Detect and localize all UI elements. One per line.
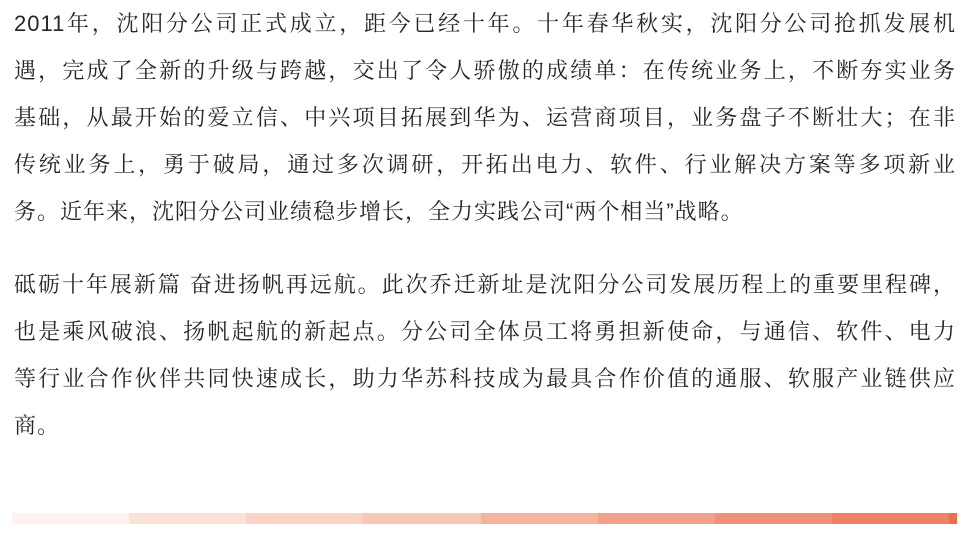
text-line: 遇，完成了全新的升级与跨越，交出了令人骄傲的成绩单：在传统业务上，不断夯实业务 <box>14 58 956 83</box>
text-block <box>14 0 956 449</box>
gradient-bar-segment <box>715 513 832 524</box>
paragraph <box>14 0 956 235</box>
gradient-bar-tip <box>949 513 957 524</box>
text-line: 砥砺十年展新篇 奋进扬帆再远航。此次乔迁新址是沈阳分公司发展历程上的重要里程碑， <box>14 272 956 297</box>
text-line: 商。 <box>14 413 61 438</box>
gradient-bar-segment <box>129 513 246 524</box>
text-line: 2011年，沈阳分公司正式成立，距今已经十年。十年春华秋实，沈阳分公司抢抓发展机 <box>14 11 956 36</box>
gradient-bar-segment <box>246 513 363 524</box>
text-line: 务。近年来，沈阳分公司业绩稳步增长，全力实践公司“两个相当”战略。 <box>14 199 744 224</box>
paragraph <box>14 261 956 449</box>
text-line: 基础，从最开始的爱立信、中兴项目拓展到华为、运营商项目，业务盘子不断壮大；在非 <box>14 105 956 130</box>
text-line: 也是乘风破浪、扬帆起航的新起点。分公司全体员工将勇担新使命，与通信、软件、电力 <box>14 319 956 344</box>
gradient-bar <box>12 513 957 524</box>
text-line: 传统业务上，勇于破局，通过多次调研，开拓出电力、软件、行业解决方案等多项新业 <box>14 152 956 177</box>
gradient-bar-segment <box>363 513 480 524</box>
gradient-bar-segment <box>832 513 949 524</box>
gradient-bar-segment <box>12 513 129 524</box>
gradient-bar-segment <box>598 513 715 524</box>
text-line: 等行业合作伙伴共同快速成长，助力华苏科技成为最具合作价值的通服、软服产业链供应 <box>14 366 956 391</box>
gradient-bar-segment <box>481 513 598 524</box>
